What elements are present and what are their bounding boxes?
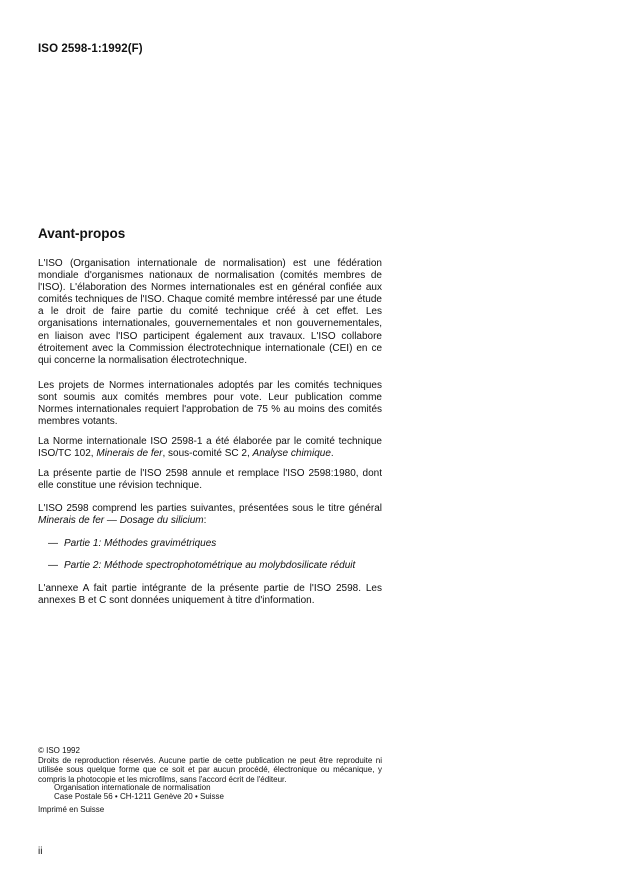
paragraph-cancellation: La présente partie de l'ISO 2598 annule et remplace l'ISO 2598:1980, dont elle constitue une révision technique. xyxy=(38,468,382,492)
document-code: ISO 2598-1:1992(F) xyxy=(38,43,143,55)
paragraph-parts-text-a: L'ISO 2598 comprend les parties suivantes, présentées sous le titre général xyxy=(38,503,382,514)
paragraph-preparation xyxy=(38,436,382,460)
paragraph-preparation-text-c: , sous-comité SC 2, xyxy=(162,448,253,460)
organisation-address: Case Postale 56 • CH-1211 Genève 20 • Suisse xyxy=(54,792,224,802)
paragraph-draft-standards: Les projets de Normes internationales adoptés par les comités techniques sont soumis aux comités membres pour vote. Leur publication comme Normes internationales requiert l'approbation de 75 % au moins des comités membres votants. xyxy=(38,380,382,428)
publisher-address xyxy=(54,783,224,802)
list-item xyxy=(48,560,355,571)
paragraph-parts-general-title: Minerais de fer — Dosage du silicium xyxy=(38,515,204,527)
page-number: ii xyxy=(38,846,43,857)
paragraph-preparation-text-e: . xyxy=(330,448,334,460)
paragraph-preparation-text-a: La Norme internationale ISO 2598-1 a été élaborée par le comité technique ISO/TC 102, xyxy=(38,436,382,460)
section-title: Avant-propos xyxy=(38,226,126,241)
printed-in: Imprimé en Suisse xyxy=(38,805,105,814)
list-item xyxy=(48,538,216,549)
list-dash: — xyxy=(48,538,58,549)
rights-notice: Droits de reproduction réservés. Aucune partie de cette publication ne peut être reproduite ni utilisée sous quelque forme que ce soit et par aucun procédé, électronique ou mécanique, y compris la photocopie et les microfilms, sans l'accord écrit de l'éditeur. xyxy=(38,756,382,784)
list-item-text: Partie 1: Méthodes gravimétriques xyxy=(64,538,217,549)
organisation-name: Organisation internationale de normalisation xyxy=(54,783,211,792)
list-dash: — xyxy=(48,560,58,571)
paragraph-iso-intro: L'ISO (Organisation internationale de normalisation) est une fédération mondiale d'organismes nationaux de normalisation (comités membres de l'ISO). L'élaboration des Normes internationales est en général confiée aux comités techniques de l'ISO. Chaque comité membre intéressé par une étude a le droit de faire partie du comité technique créé à cet effet. Les organisations internationales, gouvernementales et non gouvernementales, en liaison avec l'ISO participent également aux travaux. L'ISO collabore étroitement avec la Commission électrotechnique internationale (CEI) en ce qui concerne la normalisation électrotechnique. xyxy=(38,258,382,366)
paragraph-preparation-italic-subcommittee: Analyse chimique xyxy=(252,448,331,460)
list-item-text: Partie 2: Méthode spectrophotométrique au molybdosilicate réduit xyxy=(64,560,356,571)
paragraph-parts xyxy=(38,503,382,527)
paragraph-parts-text-c: : xyxy=(203,515,207,527)
paragraph-preparation-italic-committee: Minerais de fer xyxy=(96,448,163,460)
copyright-notice: © ISO 1992 xyxy=(38,746,80,755)
paragraph-annexes: L'annexe A fait partie intégrante de la présente partie de l'ISO 2598. Les annexes B et C sont données uniquement à titre d'information. xyxy=(38,583,382,607)
